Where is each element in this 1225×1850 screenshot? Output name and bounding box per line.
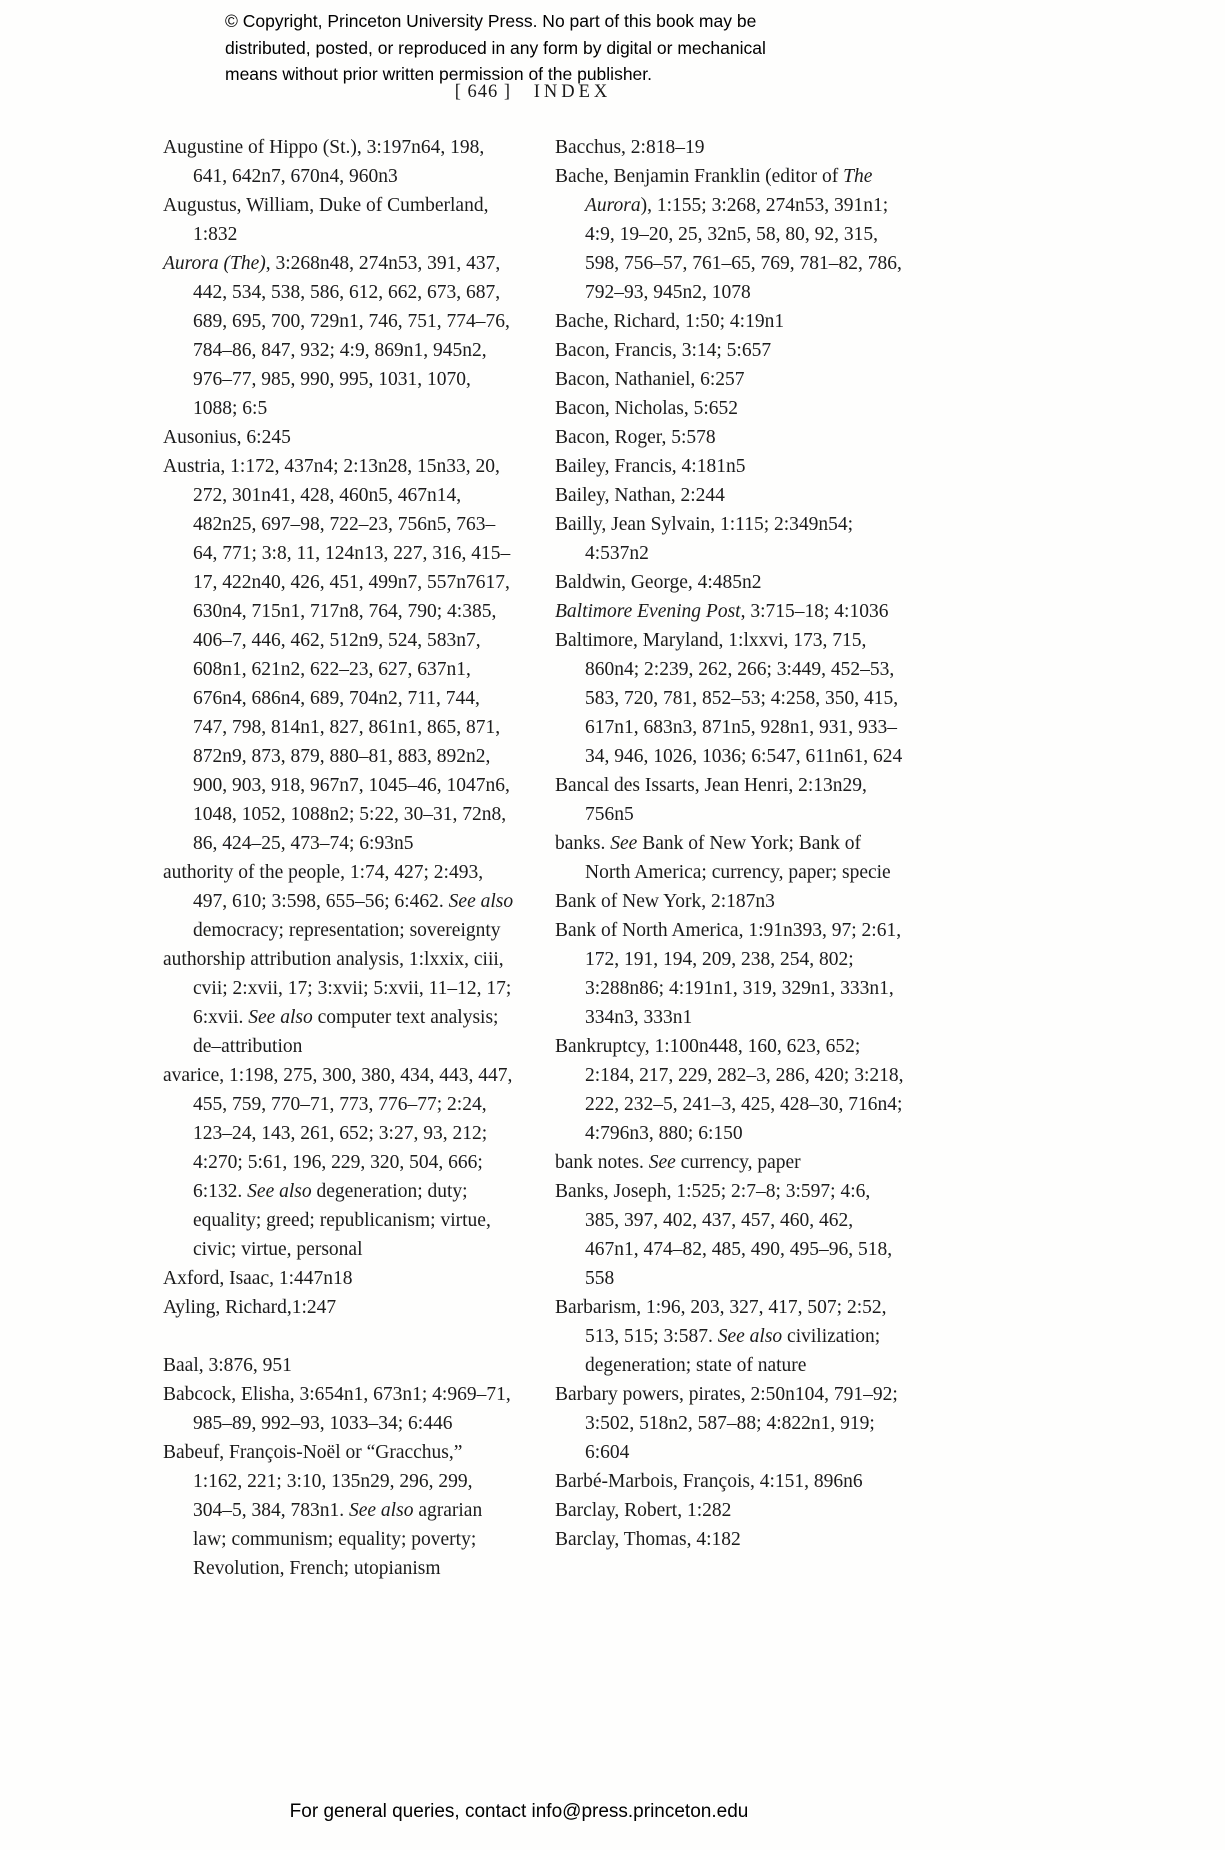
index-entry-text: Bailey, Francis, 4:181n5 — [555, 456, 746, 477]
index-entry-text: Bacchus, 2:818–19 — [555, 137, 705, 158]
index-entry — [163, 1293, 516, 1322]
index-entry-text: Bacon, Francis, 3:14; 5:657 — [555, 340, 772, 361]
index-entry — [555, 394, 908, 423]
index-entry — [555, 1148, 908, 1177]
index-entry-italic-text: See also — [448, 891, 514, 912]
index-entry-italic-text: The Aurora — [585, 166, 873, 216]
index-entry-text: Austria, 1:172, 437n4; 2:13n28, 15n33, 20, 272, 301n41, 428, 460n5, 467n14, 482n25, 697–98, 722–23, 756n5, 763–64, 771; 3:8, 11, 124n13, 227, 316, 415–17, 422n40, 426, 451, 499n7, 557n7617, 630n4, 715n1, 717n8, 764, 790; 4:385, 406–7, 446, 462, 512n9, 524, 583n7, 608n1, 621n2, 622–23, 627, 637n1, 676n4, 686n4, 689, 704n2, 711, 744, 747, 798, 814n1, 827, 861n1, 865, 871, 872n9, 873, 879, 880–81, 883, 892n2, 900, 903, 918, 967n7, 1045–46, 1047n6, 1048, 1052, 1088n2; 5:22, 30–31, 72n8, 86, 424–25, 473–74; 6:93n5 — [163, 456, 511, 854]
index-entry — [555, 133, 908, 162]
index-entry — [555, 510, 908, 568]
index-entry-text: authority of the people, 1:74, 427; 2:493, 497, 610; 3:598, 655–56; 6:462. — [163, 862, 484, 912]
index-entry-text: Ausonius, 6:245 — [163, 427, 291, 448]
index-entry-italic-text: See — [610, 833, 638, 854]
index-entry-text: authorship attribution analysis, 1:lxxix, ciii, cvii; 2:xvii, 17; 3:xvii; 5:xvii, 11–12, 17; 6:xvii. — [163, 949, 512, 1028]
index-entry-text: Bank of North America, 1:91n393, 97; 2:61, 172, 191, 194, 209, 238, 254, 802; 3:288n86; 4:191n1, 319, 329n1, 333n1, 334n3, 333n1 — [555, 920, 902, 1028]
page-header — [163, 82, 903, 103]
index-entry-text: avarice, 1:198, 275, 300, 380, 434, 443, 447, 455, 759, 770–71, 773, 776–77; 2:24, 123–24, 143, 261, 652; 3:27, 93, 212; 4:270; 5:61, 196, 229, 320, 504, 666; 6:132. — [163, 1065, 513, 1202]
index-entry-text: Bacon, Roger, 5:578 — [555, 427, 716, 448]
index-entry-italic-text: Aurora (The) — [163, 253, 266, 274]
index-entry-text: Babeuf, François-Noël or “Gracchus,” 1:162, 221; 3:10, 135n29, 296, 299, 304–5, 384, 783n1. — [163, 1442, 473, 1521]
index-column-right — [555, 133, 908, 1583]
index-entry-text: banks. — [555, 833, 611, 854]
index-entry-text: Baldwin, George, 4:485n2 — [555, 572, 762, 593]
index-entry — [555, 626, 908, 771]
index-entry — [163, 945, 516, 1061]
index-entry — [163, 452, 516, 858]
index-entry — [555, 597, 908, 626]
index-entry — [555, 365, 908, 394]
index-entry-text: Axford, Isaac, 1:447n18 — [163, 1268, 353, 1289]
index-entry — [555, 1380, 908, 1467]
index-entry — [555, 887, 908, 916]
index-entry — [163, 423, 516, 452]
index-entry-text: Bache, Richard, 1:50; 4:19n1 — [555, 311, 785, 332]
footer-contact: For general queries, contact info@press.princeton.edu — [289, 1801, 749, 1822]
index-entry-text: democracy; representation; sovereignty — [193, 920, 501, 941]
index-entry — [555, 162, 908, 307]
index-entry-text: Bache, Benjamin Franklin (editor of — [555, 166, 844, 187]
index-entry — [555, 916, 908, 1032]
index-entry-italic-text: See also — [717, 1326, 783, 1347]
index-entry-text: Banks, Joseph, 1:525; 2:7–8; 3:597; 4:6, 385, 397, 402, 437, 457, 460, 462, 467n1, 474–82, 485, 490, 495–96, 518, 558 — [555, 1181, 893, 1289]
index-entry-text: Ayling, Richard,1:247 — [163, 1297, 337, 1318]
index-entry — [555, 1467, 908, 1496]
index-entry-text: Barclay, Thomas, 4:182 — [555, 1529, 741, 1550]
index-entry-text: Bailly, Jean Sylvain, 1:115; 2:349n54; 4:537n2 — [555, 514, 854, 564]
index-entry-text: Augustus, William, Duke of Cumberland, 1:832 — [163, 195, 489, 245]
index-entry — [555, 307, 908, 336]
index-entry — [555, 771, 908, 829]
index-entry-text: Baal, 3:876, 951 — [163, 1355, 292, 1376]
index-entry-text: Bailey, Nathan, 2:244 — [555, 485, 725, 506]
index-entry — [555, 336, 908, 365]
index-entry-text: Bacon, Nicholas, 5:652 — [555, 398, 739, 419]
index-entry-italic-text: See — [648, 1152, 676, 1173]
index-entry — [163, 1351, 516, 1380]
section-title: INDEX — [533, 82, 612, 102]
index-entry-italic-text: See also — [247, 1181, 312, 1202]
index-entry-text: civilization; degeneration; state of nature — [585, 1326, 881, 1376]
index-column-left — [163, 133, 516, 1583]
index-entry-text: Bancal des Issarts, Jean Henri, 2:13n29, 756n5 — [555, 775, 867, 825]
copyright-notice — [225, 8, 825, 88]
index-entry — [163, 133, 516, 191]
index-entry-text: , 3:268n48, 274n53, 391, 437, 442, 534, 538, 586, 612, 662, 673, 687, 689, 695, 700, 729n1, 746, 751, 774–76, 784–86, 847, 932; 4:9, 869n1, 945n2, 976–77, 985, 990, 995, 1031, 1070, 1088; 6:5 — [193, 253, 510, 419]
index-entry-italic-text: See also — [349, 1500, 414, 1521]
index-entry — [555, 829, 908, 887]
index-entry-text: Baltimore, Maryland, 1:lxxvi, 173, 715, 860n4; 2:239, 262, 266; 3:449, 452–53, 583, 720, 781, 852–53; 4:258, 350, 415, 617n1, 683n3, 871n5, 928n1, 931, 933–34, 946, 1026, 1036; 6:547, 611n61, 624 — [555, 630, 903, 767]
index-entry-text: Barbarism, 1:96, 203, 327, 417, 507; 2:52, 513, 515; 3:587. — [555, 1297, 887, 1347]
index-entry — [555, 452, 908, 481]
index-entry — [555, 1177, 908, 1293]
index-entry — [163, 1380, 516, 1438]
index-entry-text: Barbé-Marbois, François, 4:151, 896n6 — [555, 1471, 863, 1492]
index-entry — [163, 858, 516, 945]
index-entry-text: Bank of New York, 2:187n3 — [555, 891, 775, 912]
index-entry-text: degeneration; duty; equality; greed; republicanism; virtue, civic; virtue, personal — [193, 1181, 491, 1260]
index-entry-text: ), 1:155; 3:268, 274n53, 391n1; 4:9, 19–20, 25, 32n5, 58, 80, 92, 315, 598, 756–57, 761–65, 769, 781–82, 786, 792–93, 945n2, 1078 — [585, 195, 902, 303]
index-entry-text: agrarian law; communism; equality; poverty; Revolution, French; utopianism — [193, 1500, 483, 1579]
index-entry-text: Bankruptcy, 1:100n448, 160, 623, 652; 2:184, 217, 229, 282–3, 286, 420; 3:218, 222, 232–5, 241–3, 425, 428–30, 716n4; 4:796n3, 880; 6:150 — [555, 1036, 904, 1144]
index-entry-text: Barbary powers, pirates, 2:50n104, 791–92; 3:502, 518n2, 587–88; 4:822n1, 919; 6:604 — [555, 1384, 898, 1463]
index-entry-text: Barclay, Robert, 1:282 — [555, 1500, 732, 1521]
index-entry — [555, 1525, 908, 1554]
index-entry-italic-text: See also — [248, 1007, 313, 1028]
copyright-line: means without prior written permission of the publisher. — [225, 64, 653, 84]
index-entry-text: Augustine of Hippo (St.), 3:197n64, 198, 641, 642n7, 670n4, 960n3 — [163, 137, 485, 187]
index-entry-text: bank notes. — [555, 1152, 649, 1173]
index-entry-text: currency, paper — [675, 1152, 801, 1173]
index-entry — [163, 191, 516, 249]
index-entry — [555, 481, 908, 510]
index-entry-text: , 3:715–18; 4:1036 — [740, 601, 889, 622]
index-entry-text: computer text analysis; de–attribution — [193, 1007, 499, 1057]
index-entry-italic-text: Baltimore Evening Post — [555, 601, 741, 622]
index-entry — [163, 249, 516, 423]
index-entry — [163, 1438, 516, 1583]
index-columns — [163, 133, 908, 1583]
copyright-line: © Copyright, Princeton University Press. No part of this book may be — [225, 11, 757, 31]
index-entry — [555, 568, 908, 597]
index-entry-text: Bank of New York; Bank of North America; currency, paper; specie — [585, 833, 891, 883]
index-entry — [163, 1264, 516, 1293]
index-entry — [163, 1061, 516, 1264]
index-entry — [555, 423, 908, 452]
index-entry — [555, 1293, 908, 1380]
index-entry-text: Bacon, Nathaniel, 6:257 — [555, 369, 745, 390]
index-entry — [555, 1496, 908, 1525]
index-entry-text: Babcock, Elisha, 3:654n1, 673n1; 4:969–71, 985–89, 992–93, 1033–34; 6:446 — [163, 1384, 511, 1434]
page-number: [ 646 ] — [454, 82, 512, 102]
copyright-line: distributed, posted, or reproduced in any form by digital or mechanical — [225, 37, 766, 58]
index-entry — [555, 1032, 908, 1148]
